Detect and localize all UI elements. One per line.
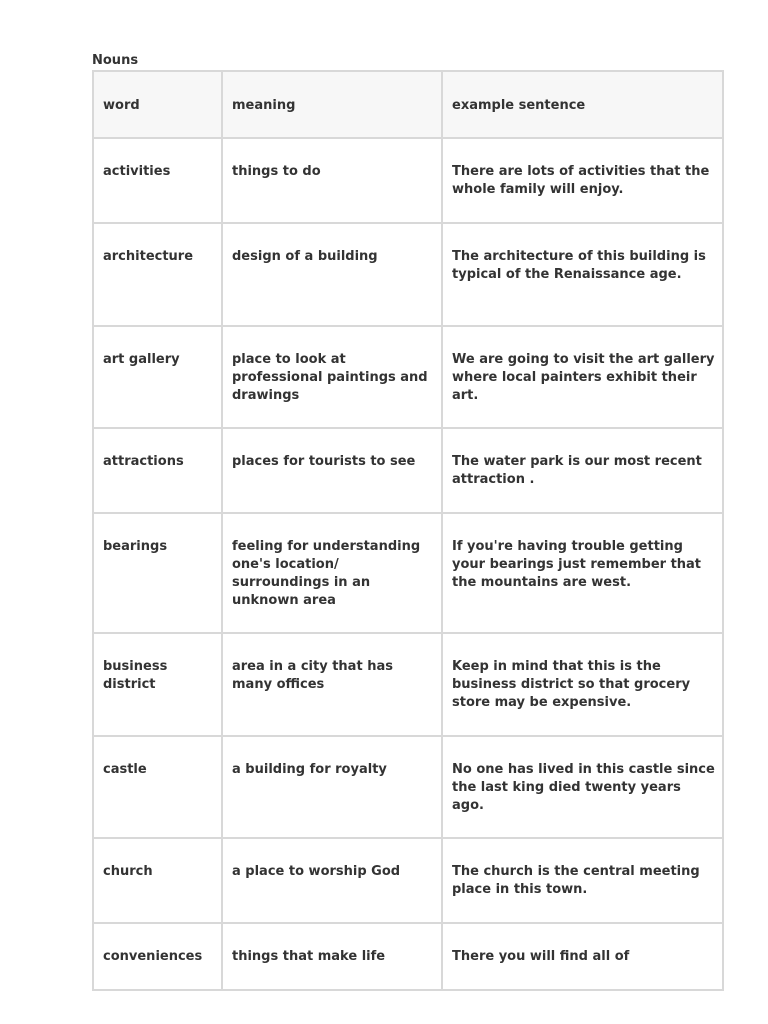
cell-meaning: design of a building (222, 223, 442, 326)
section-title: Nouns (92, 53, 139, 68)
cell-example: Keep in mind that this is the business district so that grocery store may be expensive. (442, 633, 723, 736)
vocabulary-table (92, 70, 724, 991)
cell-word: attractions (93, 428, 222, 513)
cell-word: architecture (93, 223, 222, 326)
cell-meaning: a building for royalty (222, 736, 442, 838)
table-header-row (93, 71, 723, 138)
cell-example: There are lots of activities that the whole family will enjoy. (442, 138, 723, 223)
cell-word: business district (93, 633, 222, 736)
table-row (93, 736, 723, 838)
cell-meaning: things to do (222, 138, 442, 223)
table-row (93, 633, 723, 736)
table-row (93, 138, 723, 223)
cell-meaning: area in a city that has many offices (222, 633, 442, 736)
cell-word: castle (93, 736, 222, 838)
table-row (93, 838, 723, 923)
cell-word: conveniences (93, 923, 222, 990)
cell-example: The church is the central meeting place in this town. (442, 838, 723, 923)
cell-example: The water park is our most recent attraction . (442, 428, 723, 513)
header-meaning: meaning (222, 71, 442, 138)
cell-meaning: a place to worship God (222, 838, 442, 923)
cell-example: We are going to visit the art gallery where local painters exhibit their art. (442, 326, 723, 428)
cell-example: There you will find all of (442, 923, 723, 990)
header-word: word (93, 71, 222, 138)
table-row (93, 326, 723, 428)
table-row (93, 513, 723, 633)
cell-example: The architecture of this building is typical of the Renaissance age. (442, 223, 723, 326)
cell-meaning: things that make life (222, 923, 442, 990)
table-row (93, 223, 723, 326)
cell-example: No one has lived in this castle since the last king died twenty years ago. (442, 736, 723, 838)
header-example: example sentence (442, 71, 723, 138)
cell-example: If you're having trouble getting your bearings just remember that the mountains are west. (442, 513, 723, 633)
cell-word: activities (93, 138, 222, 223)
table-row (93, 923, 723, 990)
cell-meaning: feeling for understanding one's location/ surroundings in an unknown area (222, 513, 442, 633)
cell-meaning: places for tourists to see (222, 428, 442, 513)
cell-word: bearings (93, 513, 222, 633)
table-row (93, 428, 723, 513)
cell-meaning: place to look at professional paintings and drawings (222, 326, 442, 428)
cell-word: art gallery (93, 326, 222, 428)
cell-word: church (93, 838, 222, 923)
